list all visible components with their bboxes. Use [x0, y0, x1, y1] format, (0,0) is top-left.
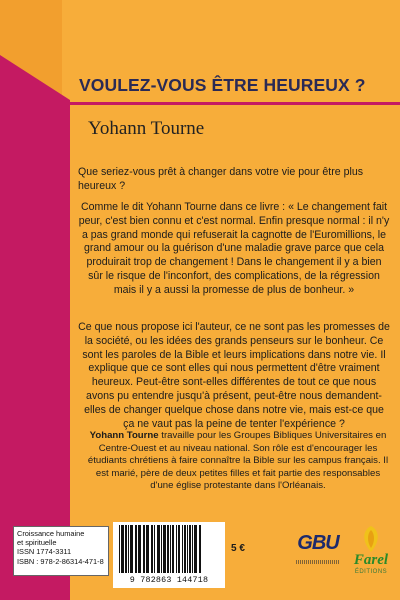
barcode-bar: [121, 525, 124, 573]
gbu-logo-text: GBU: [297, 532, 339, 554]
barcode-bar: [130, 525, 133, 573]
farel-logo-text: Farel: [353, 552, 389, 568]
collection-info-box: [13, 526, 109, 576]
barcode-bar: [167, 525, 169, 573]
main-paragraph: Ce que nous propose ici l'auteur, ce ne sont pas les promesses de la société, ou les idées des grands penseurs sur le bonheur. Ce sont les paroles de la Bible et leurs implications dans notre vie. Il explique que ce sont elles qui nous permettent d'être vraiment heureux. Peut-être sont-elles différentes de tout ce que nous avons pu entendre jusqu'à présent, peut-être nous demandent-elles de changer quelque chose dans notre vie, mais est-ce que ça ne vaut pas la peine de tenter l'expérience ?: [78, 321, 390, 430]
barcode-bar: [170, 525, 171, 573]
gbu-logo-subline: [296, 560, 340, 564]
barcode-bar: [119, 525, 120, 573]
barcode-bar: [135, 525, 137, 573]
barcode-bar: [176, 525, 177, 573]
price: 5 €: [231, 543, 245, 554]
intro-paragraph: Que seriez-vous prêt à changer dans votre vie pour être plus heureux ?: [78, 166, 364, 192]
barcode: [113, 522, 225, 588]
bio-text: travaille pour les Groupes Bibliques Universitaires en Centre-Ouest et au niveau national. Son rôle est d'encourager les étudiants chrétiens à faire connaître la Bible sur les campus français. Il est marié, père de deux petites filles et fait partie des responsables d'une église protestante dans l'Orléanais.: [87, 430, 389, 492]
author-bio: [86, 430, 390, 493]
barcode-bar: [184, 525, 186, 573]
bio-author-name: Yohann Tourne: [89, 430, 159, 441]
magenta-wedge: [0, 0, 70, 600]
barcode-bar: [161, 525, 162, 573]
barcode-bar: [151, 525, 153, 573]
farel-logo: [349, 524, 393, 588]
barcode-bar: [187, 525, 188, 573]
barcode-bar: [178, 525, 180, 573]
title-underline: [70, 102, 400, 105]
barcode-bar: [189, 525, 191, 573]
barcode-bar: [128, 525, 129, 573]
collection-line-2: et spirituelle: [17, 538, 57, 548]
quote-paragraph: Comme le dit Yohann Tourne dans ce livre : « Le changement fait peur, c'est bien connu et c'est normal. Enfin presque normal : il n'y a pas grand monde qui refuserait la cagnotte de l'Euromillions, le grand amour ou la guérison d'une maladie grave parce que cela produirait trop de changement ! Dans le changement il y a bien sûr le risque de l'inconfort, des complications, de la régression mais il y a aussi la promesse de plus de bonheur. »: [78, 201, 390, 296]
barcode-bar: [194, 525, 197, 573]
barcode-bar: [182, 525, 183, 573]
collection-line-1: Croissance humaine: [17, 529, 85, 538]
book-title: VOULEZ-VOUS ÊTRE HEUREUX ?: [79, 75, 366, 95]
barcode-bar: [199, 525, 201, 573]
barcode-bar: [146, 525, 149, 573]
barcode-bar: [157, 525, 160, 573]
author-name: Yohann Tourne: [88, 118, 205, 139]
issn-line: ISSN 1774-3311: [17, 547, 72, 557]
farel-leaf-icon: [349, 524, 393, 554]
barcode-bars: [117, 525, 221, 575]
farel-logo-subtext: ÉDITIONS: [354, 569, 388, 575]
barcode-bar: [143, 525, 145, 573]
barcode-bar: [138, 525, 141, 573]
isbn-line: ISBN : 978-2-86314-471-8: [17, 556, 104, 566]
barcode-bar: [125, 525, 127, 573]
barcode-bar: [163, 525, 166, 573]
gbu-logo: [294, 524, 342, 576]
barcode-bar: [192, 525, 193, 573]
barcode-bar: [172, 525, 174, 573]
barcode-digits: 9 782863 144718: [129, 575, 209, 585]
barcode-bar: [154, 525, 155, 573]
